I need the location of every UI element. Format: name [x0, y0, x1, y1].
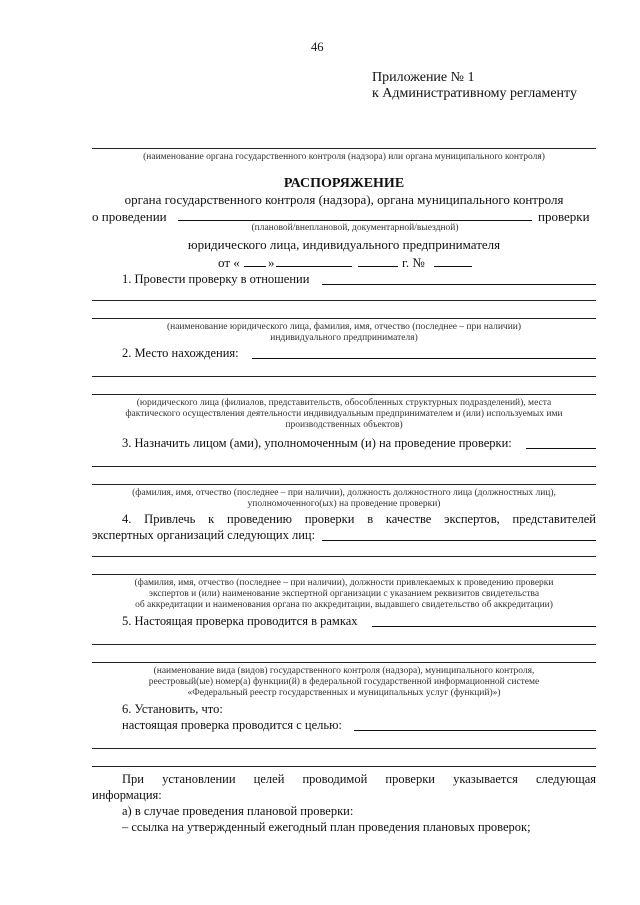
item-5-label: 5. Настоящая проверка проводится в рамках [122, 614, 358, 628]
item-6-line-3 [92, 766, 596, 767]
item-6-line-2 [92, 748, 596, 749]
control-caption-1: (наименование вида (видов) государственного контроля (надзора), муниципального контроля, [153, 666, 535, 676]
control-caption-2: реестровый(ые) номер(а) функции(й) в федеральной государственной информационной системе [148, 677, 540, 687]
date-quote: » [268, 255, 275, 270]
appendix-label: Приложение № 1 [372, 70, 475, 85]
item-4-line-3 [92, 556, 596, 557]
location-caption-3: производственных объектов) [285, 420, 403, 430]
item-3-line-3 [92, 484, 596, 485]
item-6-label: 6. Установить, что: [122, 702, 223, 716]
doc-number-fill [434, 266, 472, 267]
location-caption-1: (юридического лица (филиалов, представительств, обособленных структурных подразделений), места [136, 398, 552, 408]
item-1-fill [322, 284, 596, 285]
officials-caption-2: уполномоченного(ых) на проведение проверки) [247, 499, 441, 509]
date-day-fill [244, 266, 266, 267]
title-organ-line: органа государственного контроля (надзора), органа муниципального контроля [124, 192, 564, 207]
title-suffix: проверки [538, 209, 590, 224]
item-2-line-2 [92, 376, 596, 377]
item-1-line-3 [92, 318, 596, 319]
item-6-goal-fill [354, 730, 596, 731]
item-5-line-3 [92, 662, 596, 663]
date-from-label: от « [218, 255, 240, 270]
info-line-2: информация: [92, 788, 162, 802]
organ-name-line [92, 148, 596, 149]
date-year-fill [358, 266, 398, 267]
date-year-label: г. № [402, 255, 425, 270]
item-2-label: 2. Место нахождения: [122, 346, 239, 360]
title-entity-line: юридического лица, индивидуального предпринимателя [187, 237, 501, 252]
experts-caption-2: экспертов и (или) наименование экспертной организации с указанием реквизитов свидетельства [148, 589, 540, 599]
check-kind-caption: (плановой/внеплановой, документарной/выездной) [251, 223, 459, 233]
item-2-line-3 [92, 394, 596, 395]
date-month-fill [276, 266, 352, 267]
entity-caption-2: индивидуального предпринимателя) [270, 333, 418, 343]
info-line-1: При установлении целей проводимой проверки указывается следующая [122, 772, 596, 786]
item-3-line-2 [92, 466, 596, 467]
item-1-line-2 [92, 300, 596, 301]
item-6-goal-label: настоящая проверка проводится с целью: [122, 718, 342, 732]
entity-caption-1: (наименование юридического лица, фамилия, имя, отчество (последнее – при наличии) [166, 322, 522, 332]
item-5-line-2 [92, 644, 596, 645]
experts-caption-3: об аккредитации и наименования органа по аккредитации, выдавшего свидетельство об аккредитации) [135, 600, 553, 610]
info-item-a: а) в случае проведения плановой проверки: [122, 804, 354, 818]
item-3-fill [526, 448, 596, 449]
regulation-label: к Административному регламенту [372, 86, 577, 101]
item-4-line-2: экспертных организаций следующих лиц: [92, 528, 316, 542]
officials-caption-1: (фамилия, имя, отчество (последнее – при наличии), должность должностного лица (должностных лиц), [132, 488, 556, 498]
document-title: РАСПОРЯЖЕНИЕ [283, 176, 405, 191]
organ-caption: (наименование органа государственного контроля (надзора) или органа муниципального контроля) [143, 152, 545, 162]
item-5-fill [372, 626, 596, 627]
page-number: 46 [311, 40, 324, 54]
title-prefix: о проведении [92, 209, 167, 224]
info-dash-item: – ссылка на утвержденный ежегодный план проведения плановых проверок; [122, 820, 531, 834]
item-2-fill [252, 358, 596, 359]
check-kind-fill [178, 220, 532, 221]
item-4-line-4 [92, 574, 596, 575]
item-3-label: 3. Назначить лицом (ами), уполномоченным (и) на проведение проверки: [122, 436, 512, 450]
location-caption-2: фактического осуществления деятельности индивидуальным предпринимателем и (или) используемых ими [125, 409, 563, 419]
item-4-fill [322, 540, 596, 541]
item-4-line-1: 4. Привлечь к проведению проверки в качестве экспертов, представителей [122, 512, 596, 526]
experts-caption-1: (фамилия, имя, отчество (последнее – при наличии), должности привлекаемых к проведению проверки [134, 578, 554, 588]
control-caption-3: «Федеральный реестр государственных и муниципальных услуг (функций)») [187, 688, 501, 698]
item-1-label: 1. Провести проверку в отношении [122, 272, 310, 286]
